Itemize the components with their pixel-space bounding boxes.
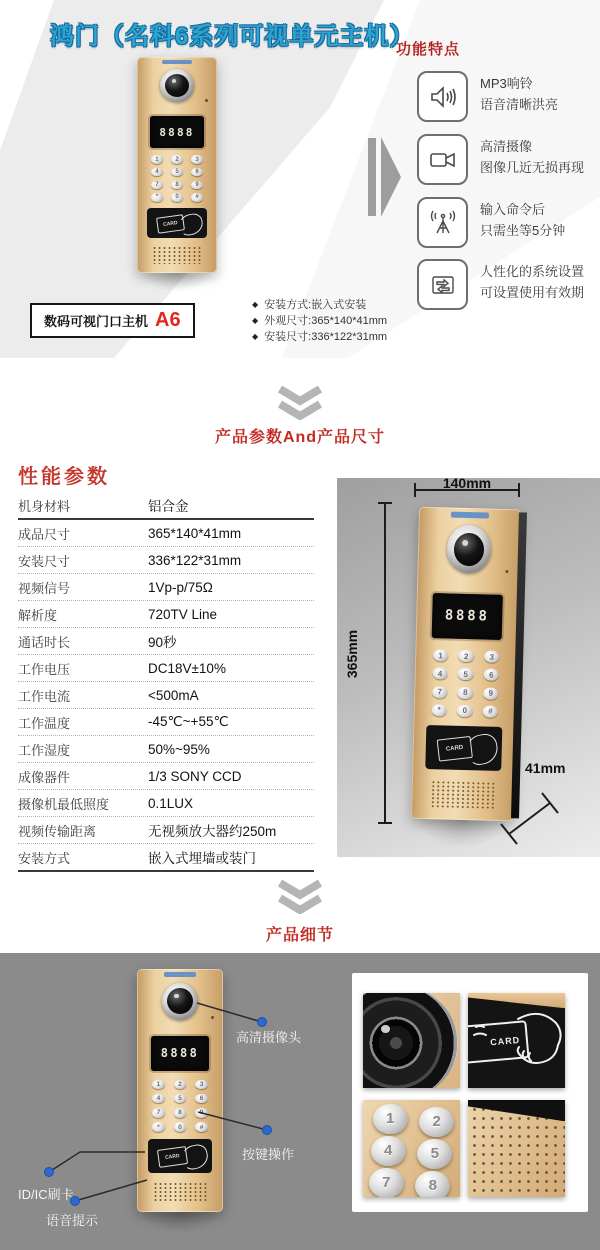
dimension-height-label: 365mm: [344, 629, 361, 679]
keypad-key: 1: [152, 1080, 165, 1090]
keypad-key: 5: [174, 1094, 187, 1104]
section-title-params: 产品参数And产品尺寸: [214, 429, 386, 446]
keypad-key: 9: [483, 687, 498, 700]
spec-label: 视频信号: [18, 580, 71, 596]
mic-hole-icon: [205, 99, 208, 102]
feature-line: 输入命令后: [480, 202, 546, 217]
model-code: A6: [155, 309, 181, 331]
keypad-key: 3: [195, 1080, 208, 1090]
keypad-key: 0: [457, 705, 472, 718]
keypad: [151, 155, 203, 201]
keypad-key: 6: [191, 168, 203, 176]
speaker-closeup-photo: [468, 1100, 565, 1197]
card-icon: CARD: [156, 214, 185, 233]
intercom-device-front: [137, 57, 217, 273]
camera-icon: [417, 134, 468, 185]
brand-logo: [162, 60, 192, 64]
keypad-key: 5: [171, 168, 183, 176]
features-title: 功能特点: [396, 41, 461, 58]
keypad-key: 7: [152, 1108, 165, 1118]
model-label: 数码可视门口主机: [44, 314, 149, 329]
feature-line: 图像几近无损再现: [480, 160, 585, 175]
details-band: [0, 953, 600, 1250]
section-title-details: 产品细节: [265, 927, 334, 944]
spec-label: 机身材料: [18, 498, 71, 514]
keypad-key: 2: [459, 650, 474, 663]
spec-bullets: [252, 297, 387, 345]
spec-label: 安装尺寸: [18, 553, 71, 569]
spec-row: [18, 574, 314, 601]
spec-row: [18, 682, 314, 709]
spec-label: 工作温度: [18, 715, 71, 731]
spec-value: 无视频放大器约250m: [148, 824, 277, 839]
feature-line: 可设置使用有效期: [480, 285, 585, 300]
spec-row: [18, 655, 314, 682]
keypad-key: #: [195, 1122, 208, 1132]
spec-value: 720TV Line: [148, 606, 218, 622]
spec-row: [18, 790, 314, 817]
spec-label: 工作电流: [18, 688, 71, 704]
spec-row: [18, 520, 314, 547]
feature-signal: [417, 197, 565, 248]
keypad-key: 9: [191, 181, 203, 189]
feature-mp3: [417, 71, 558, 122]
keypad-key: #: [191, 193, 203, 201]
feature-system: [417, 259, 584, 310]
callout-card: ID/IC刷卡: [18, 1187, 74, 1202]
antenna-icon: [417, 197, 468, 248]
keypad-key: *: [151, 193, 163, 201]
speaker-grille: [152, 246, 202, 264]
keypad-key: 3: [191, 155, 203, 163]
callout-voice: 语音提示: [46, 1213, 99, 1228]
speaker-icon: [417, 71, 468, 122]
bullet-item: ◆ 外观尺寸:365*140*41mm: [252, 313, 387, 329]
dimension-photo: [337, 478, 600, 857]
spec-label: 摄像机最低照度: [18, 796, 110, 812]
keypad-key: 4: [371, 1136, 406, 1166]
spec-value: 1/3 SONY CCD: [148, 768, 242, 784]
card-icon: CARD: [437, 736, 473, 762]
feature-line: 人性化的系统设置: [480, 264, 585, 279]
digit-display: 8888: [150, 116, 204, 147]
model-badge: [30, 303, 195, 338]
lens-icon: [363, 993, 458, 1088]
hero-section: [0, 0, 600, 358]
spec-label: 工作电压: [18, 661, 71, 677]
keypad-key: 2: [171, 155, 183, 163]
callout-keypad: 按键操作: [242, 1147, 295, 1162]
keypad-key: 7: [432, 686, 447, 699]
spec-label: 视频传输距离: [18, 823, 97, 839]
dimension-depth-label: 41mm: [525, 760, 566, 776]
keypad-key: 4: [152, 1094, 165, 1104]
keypad-key: 1: [433, 649, 448, 662]
keypad-key: 4: [432, 667, 447, 680]
keypad-key: 8: [415, 1171, 450, 1197]
keypad-key: 6: [484, 669, 499, 682]
digit-display: 8888: [432, 593, 503, 640]
keypad-key: *: [152, 1122, 165, 1132]
feature-line: MP3响铃: [480, 76, 533, 91]
spec-label: 通话时长: [18, 634, 71, 650]
feature-camera: [417, 134, 584, 185]
feature-line: 只需坐等5分钟: [480, 223, 566, 238]
spec-label: 工作湿度: [18, 742, 71, 758]
feature-line: 语音清晰洪亮: [480, 97, 559, 112]
keypad-key: #: [483, 705, 498, 718]
keypad-key: *: [431, 704, 446, 717]
digit-display: 8888: [151, 1036, 209, 1071]
keypad-key: 6: [195, 1094, 208, 1104]
specs-title: 性能参数: [18, 466, 110, 488]
keypad-key: 8: [458, 686, 473, 699]
callout-camera: 高清摄像头: [236, 1030, 302, 1045]
page-title: 鸿门（名科6系列可视单元主机）: [50, 23, 415, 50]
chevron-down-icon: [278, 386, 322, 420]
keypad-key: 8: [171, 181, 183, 189]
keypad-key: 2: [174, 1080, 187, 1090]
spec-value: 0.1LUX: [148, 795, 194, 811]
spec-row: [18, 492, 314, 520]
keypad-key: 8: [174, 1108, 187, 1118]
dimension-width-label: 140mm: [442, 478, 492, 491]
specs-table: [18, 492, 314, 872]
card-reader: [147, 208, 206, 238]
keypad-key: 3: [484, 650, 499, 663]
spec-value: 90秒: [148, 635, 177, 650]
spec-row: [18, 844, 314, 872]
camera-icon: [160, 69, 194, 102]
camera-closeup-photo: [363, 993, 460, 1088]
spec-value: 50%~95%: [148, 741, 210, 757]
feature-line: 高清摄像: [480, 139, 533, 154]
keypad-key: 1: [373, 1104, 408, 1134]
spec-value: 嵌入式埋墙或装门: [148, 851, 256, 866]
bullet-item: ◆ 安装尺寸:336*122*31mm: [252, 329, 387, 345]
keypad-key: 9: [195, 1108, 208, 1118]
keypad-key: 1: [151, 155, 163, 163]
card-icon: CARD: [468, 1021, 530, 1065]
keypad-key: 2: [419, 1107, 454, 1137]
spec-row: [18, 628, 314, 655]
spec-value: 铝合金: [148, 499, 189, 514]
spec-label: 解析度: [18, 607, 58, 623]
card-icon: CARD: [157, 1146, 188, 1167]
spec-row: [18, 601, 314, 628]
spec-row: [18, 736, 314, 763]
hand-icon: [468, 993, 565, 1088]
keypad-key: 7: [151, 181, 163, 189]
spec-label: 成品尺寸: [18, 526, 71, 542]
keypad-key: 5: [458, 668, 473, 681]
keypad-key: 0: [174, 1122, 187, 1132]
spec-label: 成像器件: [18, 769, 71, 785]
right-arrow-icon: [381, 137, 401, 217]
spec-label: 安装方式: [18, 850, 71, 866]
chevron-down-icon: [278, 880, 322, 914]
spec-row: [18, 817, 314, 844]
keypad-key: 7: [369, 1168, 404, 1197]
right-arrow-icon: [368, 138, 376, 216]
keypad-key: 5: [417, 1139, 452, 1169]
spec-value: 336*122*31mm: [148, 552, 242, 568]
spec-value: <500mA: [148, 687, 199, 703]
detail-photo-panel: [352, 973, 588, 1212]
keypad-closeup-photo: [363, 1100, 460, 1197]
keypad-key: 0: [171, 193, 183, 201]
spec-value: 365*140*41mm: [148, 525, 242, 541]
spec-row: [18, 547, 314, 574]
spec-value: -45℃~+55℃: [148, 714, 229, 729]
card-reader-closeup-photo: [468, 993, 565, 1088]
dimension-lines: [337, 478, 600, 857]
keypad-key: 4: [151, 168, 163, 176]
spec-row: [18, 763, 314, 790]
system-icon: [417, 259, 468, 310]
spec-row: [18, 709, 314, 736]
spec-value: 1Vp-p/75Ω: [148, 579, 213, 595]
bullet-item: ◆ 安装方式:嵌入式安装: [252, 297, 387, 313]
spec-value: DC18V±10%: [148, 660, 226, 676]
